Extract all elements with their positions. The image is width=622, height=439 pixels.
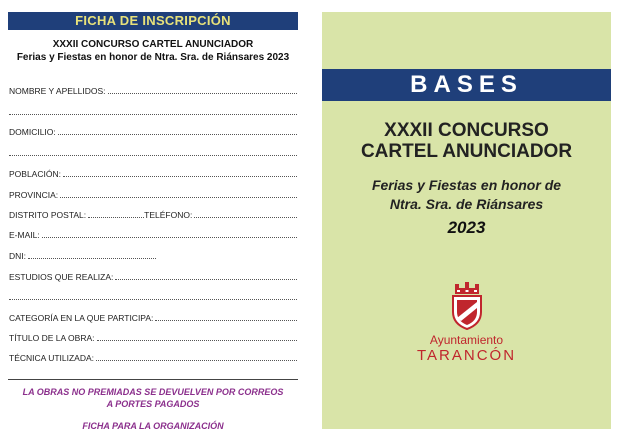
field-poblacion[interactable] bbox=[9, 167, 297, 179]
field-dni-line[interactable] bbox=[28, 250, 156, 259]
cover-title bbox=[322, 120, 611, 162]
town-name: TARANCÓN bbox=[416, 347, 517, 364]
cover-year: 2023 bbox=[447, 218, 486, 237]
registration-form bbox=[0, 0, 305, 439]
field-nombre[interactable] bbox=[9, 84, 297, 96]
field-provincia-label: PROVINCIA: bbox=[9, 190, 59, 200]
field-categoria[interactable] bbox=[9, 311, 297, 323]
form-divider bbox=[8, 379, 298, 380]
field-email[interactable] bbox=[9, 228, 297, 240]
cover-title-line-1: XXXII CONCURSO bbox=[384, 120, 549, 141]
field-dni[interactable] bbox=[9, 249, 297, 261]
field-email-line[interactable] bbox=[42, 229, 297, 238]
field-nombre-line[interactable] bbox=[108, 85, 297, 94]
ayuntamiento-label: Ayuntamiento bbox=[429, 333, 504, 347]
bases-title: BASES bbox=[322, 69, 611, 101]
cover-panel bbox=[322, 12, 611, 429]
field-email-label: E-MAIL: bbox=[9, 230, 40, 240]
field-tecnica-line[interactable] bbox=[96, 352, 297, 361]
contest-line-1: XXXII CONCURSO CARTEL ANUNCIADOR bbox=[52, 39, 254, 50]
field-poblacion-label: POBLACIÓN: bbox=[9, 169, 61, 179]
field-tecnica-label: TÉCNICA UTILIZADA: bbox=[9, 353, 95, 363]
return-note-line-2: A PORTES PAGADOS bbox=[106, 399, 200, 409]
field-distrito-telefono[interactable] bbox=[9, 208, 297, 220]
field-estudios-line[interactable] bbox=[115, 271, 297, 280]
contest-heading bbox=[8, 38, 298, 64]
field-telefono-label: TELÉFONO: bbox=[144, 210, 193, 220]
field-domicilio[interactable] bbox=[9, 125, 297, 137]
field-dni-label: DNI: bbox=[9, 251, 26, 261]
field-distrito-line[interactable] bbox=[88, 209, 144, 218]
cover-title-line-2: CARTEL ANUNCIADOR bbox=[360, 141, 573, 162]
field-categoria-label: CATEGORÍA EN LA QUE PARTICIPA: bbox=[9, 313, 154, 323]
field-categoria-line[interactable] bbox=[155, 312, 297, 321]
field-nombre-label: NOMBRE Y APELLIDOS: bbox=[9, 86, 106, 96]
form-header: FICHA DE INSCRIPCIÓN bbox=[8, 12, 298, 30]
cover-subtitle-line-2: Ntra. Sra. de Riánsares bbox=[389, 196, 544, 212]
organization-note: FICHA PARA LA ORGANIZACIÓN bbox=[82, 421, 224, 431]
field-domicilio-line-2[interactable] bbox=[9, 155, 297, 156]
field-domicilio-line[interactable] bbox=[58, 126, 297, 135]
field-titulo-line[interactable] bbox=[97, 332, 298, 341]
field-domicilio-label: DOMICILIO: bbox=[9, 127, 56, 137]
field-estudios-line-2[interactable] bbox=[9, 299, 297, 300]
return-note bbox=[8, 386, 298, 410]
field-titulo-label: TÍTULO DE LA OBRA: bbox=[9, 333, 95, 343]
field-telefono-line[interactable] bbox=[194, 209, 297, 218]
contest-line-2: Ferias y Fiestas en honor de Ntra. Sra. de Riánsares 2023 bbox=[16, 52, 290, 63]
field-provincia[interactable] bbox=[9, 188, 297, 200]
tarancon-crest-icon bbox=[448, 282, 486, 330]
cover-subtitle bbox=[322, 176, 611, 214]
field-nombre-line-2[interactable] bbox=[9, 114, 297, 115]
field-estudios-label: ESTUDIOS QUE REALIZA: bbox=[9, 272, 114, 282]
field-tecnica[interactable] bbox=[9, 351, 297, 363]
field-distrito-label: DISTRITO POSTAL: bbox=[9, 210, 87, 220]
cover-subtitle-line-1: Ferias y Fiestas en honor de bbox=[371, 177, 562, 193]
field-estudios[interactable] bbox=[9, 270, 297, 282]
field-provincia-line[interactable] bbox=[60, 189, 297, 198]
return-note-line-1: LA OBRAS NO PREMIADAS SE DEVUELVEN POR CORREOS bbox=[22, 387, 284, 397]
field-poblacion-line[interactable] bbox=[63, 168, 297, 177]
field-titulo[interactable] bbox=[9, 331, 297, 343]
